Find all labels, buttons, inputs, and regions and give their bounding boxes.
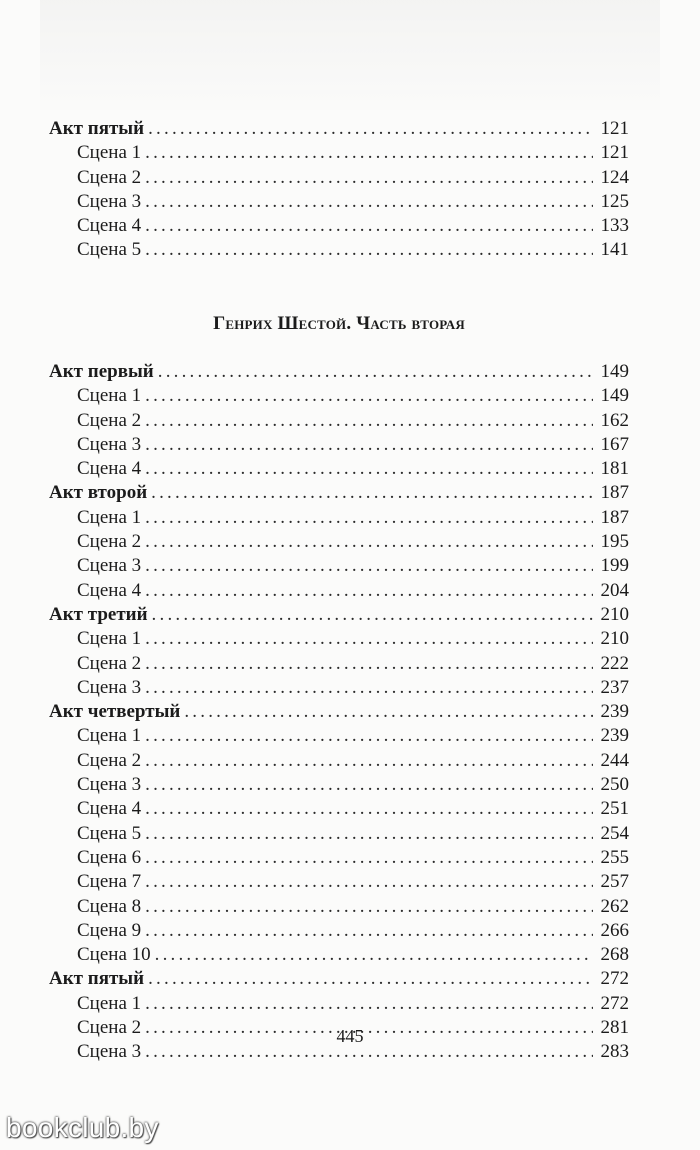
toc-scene-row <box>49 870 629 894</box>
toc-entry-label: Сцена 2 <box>77 531 142 553</box>
toc-scene-row <box>49 652 629 676</box>
toc-scene-row <box>49 214 629 238</box>
dot-leader <box>145 797 593 821</box>
toc-scene-row <box>49 190 629 214</box>
dot-leader <box>145 724 593 748</box>
toc-entry-page: 255 <box>600 846 629 868</box>
toc-entry-label: Сцена 5 <box>77 822 142 844</box>
toc-entry-label: Сцена 1 <box>77 506 142 528</box>
dot-leader <box>145 676 593 700</box>
toc-act-row <box>49 967 629 991</box>
toc-entry-label: Сцена 8 <box>77 895 142 917</box>
toc-act-row <box>49 117 629 141</box>
dot-leader <box>148 117 593 141</box>
show-through-area <box>40 0 660 110</box>
toc-entry-page: 181 <box>600 458 629 480</box>
toc-act-row <box>49 360 629 384</box>
toc-entry-page: 239 <box>600 725 629 747</box>
dot-leader <box>145 238 593 262</box>
toc-scene-row <box>49 238 629 262</box>
dot-leader <box>145 141 593 165</box>
watermark-logo: bookclub.by <box>6 1112 159 1143</box>
toc-scene-row <box>49 433 629 457</box>
section-title: Генрих Шестой. Часть вторая <box>213 313 465 334</box>
toc-entry-page: 187 <box>600 482 629 504</box>
toc-act-row <box>49 481 629 505</box>
dot-leader <box>145 190 593 214</box>
dot-leader <box>145 652 593 676</box>
toc-entry-page: 162 <box>600 409 629 431</box>
dot-leader <box>155 943 593 967</box>
toc-entry-label: Сцена 3 <box>77 190 142 212</box>
page-number: 445 <box>336 1026 364 1046</box>
toc-entry-page: 283 <box>600 1041 629 1063</box>
toc-entry-page: 121 <box>600 142 629 164</box>
toc-scene-row <box>49 166 629 190</box>
toc-entry-label: Сцена 1 <box>77 725 142 747</box>
toc-entry-label: Акт пятый <box>49 118 145 139</box>
toc-entry-label: Акт третий <box>49 603 148 625</box>
dot-leader <box>145 409 593 433</box>
toc-entry-page: 250 <box>600 774 629 796</box>
dot-leader <box>152 603 593 627</box>
toc-entry-page: 281 <box>600 1017 629 1039</box>
toc-scene-row <box>49 579 629 603</box>
toc-entry-label: Сцена 2 <box>77 749 142 771</box>
toc-entry-label: Сцена 2 <box>77 1017 142 1039</box>
toc-entry-label: Сцена 6 <box>77 846 142 868</box>
dot-leader <box>151 481 593 505</box>
toc-entry-label: Сцена 4 <box>77 579 142 601</box>
toc-entry-label: Сцена 9 <box>77 919 142 941</box>
toc-entry-page: 195 <box>600 531 629 553</box>
dot-leader <box>184 700 593 724</box>
toc-entry-page: 187 <box>600 506 629 528</box>
toc-entry-label: Сцена 7 <box>77 871 142 893</box>
toc-entry-label: Акт пятый <box>49 968 145 990</box>
toc-scene-row <box>49 676 629 700</box>
toc-entry-label: Сцена 3 <box>77 676 142 698</box>
toc-scene-row <box>49 409 629 433</box>
toc-block-part-one <box>49 117 629 263</box>
dot-leader <box>145 530 593 554</box>
toc-entry-page: 124 <box>600 166 629 188</box>
toc-entry-page: 199 <box>600 555 629 577</box>
toc-entry-label: Сцена 5 <box>77 239 142 261</box>
toc-entry-page: 210 <box>600 603 629 625</box>
dot-leader <box>145 579 593 603</box>
dot-leader <box>145 822 593 846</box>
toc-scene-row <box>49 992 629 1016</box>
toc-scene-row <box>49 506 629 530</box>
dot-leader <box>145 870 593 894</box>
toc-entry-label: Сцена 2 <box>77 409 142 431</box>
dot-leader <box>145 457 593 481</box>
toc-entry-label: Акт четвертый <box>49 701 181 723</box>
toc-entry-label: Сцена 2 <box>77 652 142 674</box>
toc-scene-row <box>49 943 629 967</box>
toc-entry-label: Сцена 3 <box>77 1041 142 1063</box>
dot-leader <box>145 166 593 190</box>
toc-entry-page: 257 <box>600 871 629 893</box>
toc-entry-label: Акт второй <box>49 482 148 504</box>
dot-leader <box>145 919 593 943</box>
toc-entry-page: 222 <box>600 652 629 674</box>
dot-leader <box>145 554 593 578</box>
toc-entry-page: 251 <box>600 798 629 820</box>
toc-act-row <box>49 700 629 724</box>
toc-entry-page: 210 <box>600 628 629 650</box>
toc-entry-page: 149 <box>600 361 629 382</box>
toc-entry-page: 125 <box>600 190 629 212</box>
toc-entry-page: 266 <box>600 919 629 941</box>
toc-scene-row <box>49 797 629 821</box>
toc-entry-page: 239 <box>600 701 629 723</box>
toc-entry-label: Сцена 2 <box>77 166 142 188</box>
toc-scene-row <box>49 895 629 919</box>
dot-leader <box>145 749 593 773</box>
toc-entry-label: Сцена 4 <box>77 458 142 480</box>
toc-block-part-two <box>49 360 629 1065</box>
dot-leader <box>148 967 593 991</box>
dot-leader <box>145 627 593 651</box>
toc-entry-label: Сцена 3 <box>77 774 142 796</box>
dot-leader <box>145 384 593 408</box>
toc-entry-label: Сцена 3 <box>77 555 142 577</box>
dot-leader <box>145 895 593 919</box>
toc-entry-page: 141 <box>600 239 629 261</box>
toc-entry-page: 272 <box>600 968 629 990</box>
toc-entry-page: 149 <box>600 385 629 407</box>
dot-leader <box>145 992 593 1016</box>
toc-scene-row <box>49 773 629 797</box>
toc-scene-row <box>49 554 629 578</box>
toc-entry-page: 167 <box>600 433 629 455</box>
toc-entry-label: Сцена 4 <box>77 798 142 820</box>
toc-entry-page: 272 <box>600 992 629 1014</box>
toc-entry-page: 121 <box>600 118 629 139</box>
toc-scene-row <box>49 846 629 870</box>
dot-leader <box>145 506 593 530</box>
toc-scene-row <box>49 724 629 748</box>
toc-scene-row <box>49 384 629 408</box>
toc-scene-row <box>49 530 629 554</box>
toc-entry-page: 237 <box>600 676 629 698</box>
toc-entry-page: 268 <box>600 944 629 966</box>
toc-scene-row <box>49 749 629 773</box>
toc-entry-label: Сцена 1 <box>77 385 142 407</box>
toc-entry-label: Сцена 10 <box>77 944 151 966</box>
dot-leader <box>158 360 593 384</box>
toc-entry-label: Сцена 3 <box>77 433 142 455</box>
toc-scene-row <box>49 457 629 481</box>
toc-entry-label: Сцена 4 <box>77 215 142 237</box>
toc-entry-label: Акт первый <box>49 361 154 382</box>
toc-scene-row <box>49 919 629 943</box>
dot-leader <box>145 433 593 457</box>
toc-entry-page: 262 <box>600 895 629 917</box>
toc-scene-row <box>49 141 629 165</box>
toc-entry-label: Сцена 1 <box>77 142 142 164</box>
dot-leader <box>145 846 593 870</box>
toc-entry-label: Сцена 1 <box>77 992 142 1014</box>
dot-leader <box>145 214 593 238</box>
toc-scene-row <box>49 822 629 846</box>
toc-entry-page: 204 <box>600 579 629 601</box>
toc-scene-row <box>49 627 629 651</box>
toc-entry-page: 133 <box>600 215 629 237</box>
dot-leader <box>145 773 593 797</box>
toc-act-row <box>49 603 629 627</box>
toc-entry-page: 244 <box>600 749 629 771</box>
toc-entry-page: 254 <box>600 822 629 844</box>
toc-entry-label: Сцена 1 <box>77 628 142 650</box>
